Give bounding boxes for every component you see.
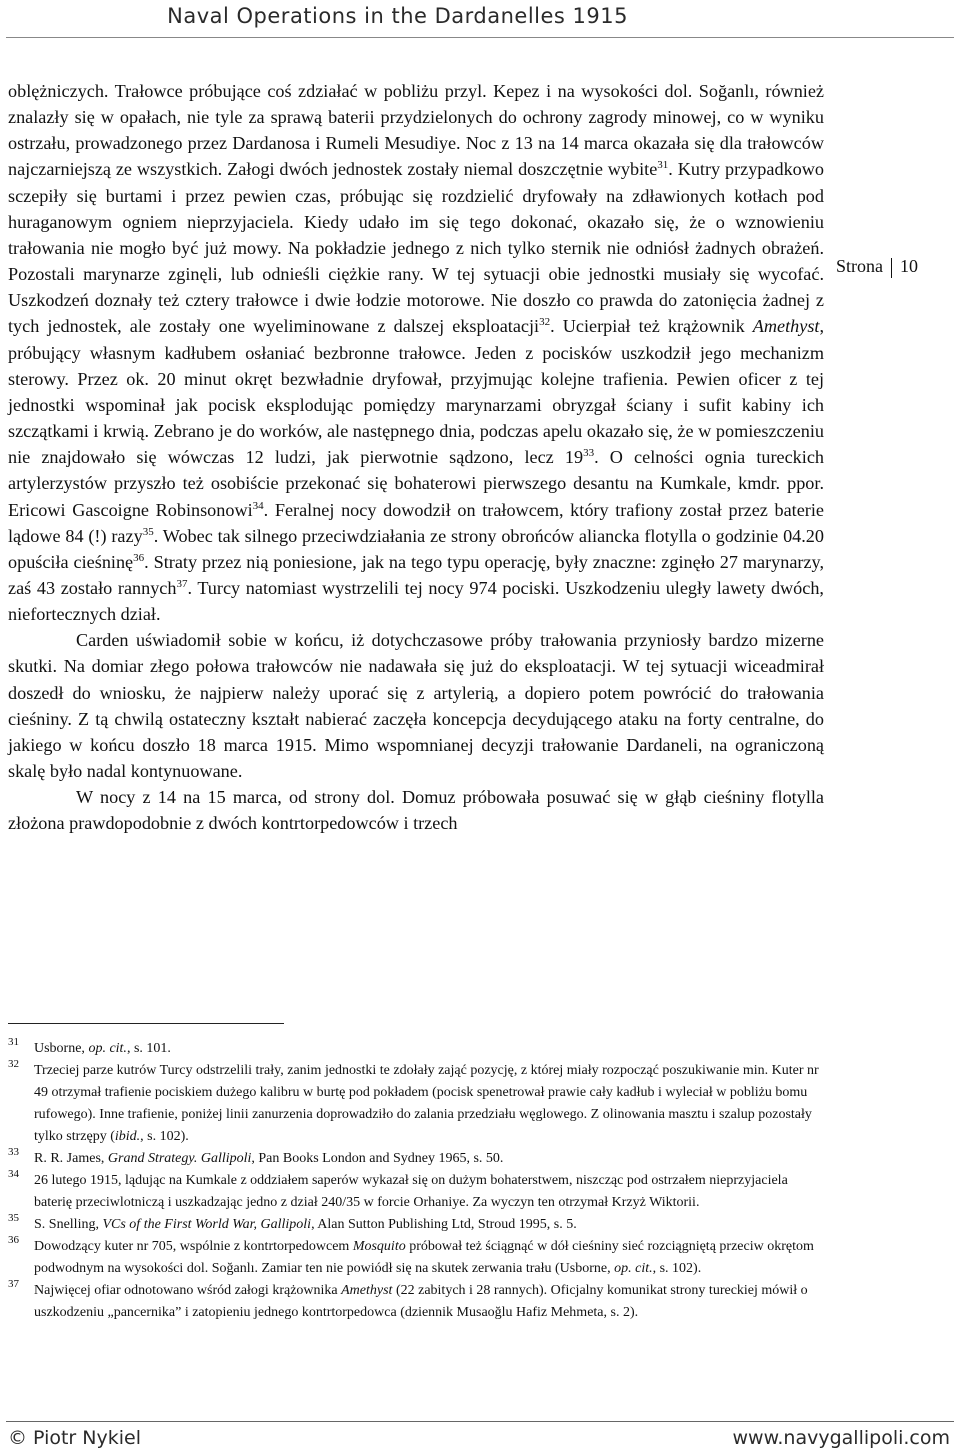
text-run: . Feralnej nocy dowodził on trałowcem, który trafiony został przez baterie lądowe 84 (!) razy (8, 499, 824, 546)
footnote-number: 36 (8, 1234, 19, 1246)
ship-name-amethyst: Amethyst (752, 316, 820, 337)
page-word: Strona (836, 256, 883, 276)
footnotes (8, 1038, 824, 1324)
footnote-number: 37 (8, 1278, 19, 1290)
text-run: . Straty przez nią poniesione, jak na tego typu operację, były znaczne: zginęło 27 marynarzy, zaś 43 zostało rannych (8, 551, 825, 598)
running-header-title: Naval Operations in the Dardanelles 1915 (167, 4, 628, 28)
footnote-text: , s. 101. (126, 1041, 171, 1056)
footnote-italic: ibid. (114, 1129, 141, 1144)
footnote-number: 34 (8, 1168, 19, 1180)
footnote-ref-31[interactable]: 31 (657, 159, 669, 172)
footnote-ref-37[interactable]: 37 (176, 577, 188, 590)
footnote-ref-34[interactable]: 34 (252, 499, 264, 512)
paragraph-3: W nocy z 14 na 15 marca, od strony dol. Domuz próbowała posuwać się w głąb cieśniny flotylla złożona prawdopodobnie z dwóch kontrtorpedowców i trzech (8, 787, 824, 834)
footnote-italic: VCs of the First World War, Gallipoli (102, 1217, 312, 1232)
footnote-number: 32 (8, 1058, 19, 1070)
footnote-36 (8, 1236, 824, 1280)
footnote-ref-32[interactable]: 32 (539, 316, 551, 329)
footnote-31 (8, 1038, 824, 1060)
footnote-text: 26 lutego 1915, lądując na Kumkale z oddziałem saperów wykazał się on dużym bohaterstwem, niszcząc pod ostrzałem nieprzyjaciela baterię przeciwlotniczą i uszkadzając jedno z dział 240/35 w forcie Orhaniye. Za wyczyn ten otrzymał Krzyż Wiktorii. (34, 1173, 788, 1210)
footnote-text: Usborne, (34, 1041, 89, 1056)
footnote-text: Najwięcej ofiar odnotowano wśród załogi krążownika (34, 1283, 342, 1298)
footnote-number: 33 (8, 1146, 19, 1158)
footnote-text: R. R. James, (34, 1151, 108, 1166)
page-number-separator (891, 258, 892, 278)
footnote-text: Trzeciej parze kutrów Turcy odstrzelili trały, zanim jednostki te zdołały zająć pozycję, z której miały rozpocząć poszukiwanie min. Kuter nr 49 otrzymał trafienie pociskiem dużego kalibru w burtę pod pokładem (pocisk spenetrował prawie cały kadłub i wyleciał w pobliżu bomu rufowego). Inne trafienie, poniżej linii zanurzenia doprowadziło do zalania przedziału węglowego. Z olinowania masztu i szalup pozostały tylko strzępy ( (34, 1063, 819, 1144)
text-run: oblężniczych. Trałowce próbujące coś zdziałać w pobliżu przyl. Kepez i na wysokości dol. Soğanlı, również znalazły się w opałach, nie tyle za sprawą baterii przydzielonych do ochrony zagrody minowej, co w wyniku ostrzału, prowadzonego przez Dardanosa i Rumeli Mesudiye. Noc z 13 na 14 marca okazała się dla trałowców najczarniejszą ze wszystkich. Załogi dwóch jednostek zostały niemal doszczętnie wybite (8, 81, 824, 180)
footer-author: © Piotr Nykiel (8, 1427, 141, 1449)
page-number: 10 (900, 256, 918, 276)
text-run: . Kutry przypadkowo sczepiły się burtami i przez pewien czas, próbując się rozdzielić dryfowały na zdławionych kotłach pod huraganowym ogniem nieprzyjaciela. Kiedy udało im się tego dokonać, okazało się, że o wznowieniu trałowania nie mogło być już mowy. Na pokładzie jednego z nich tylko sternik nie odniósł żadnych obrażeń. Pozostali marynarze zginęli, lub odnieśli ciężkie rany. W tej sytuacji obie jednostki musiały się wycofać. Uszkodzeń doznały też cztery trałowce i dwie łodzie motorowe. Nie doszło co prawda do zatonięcia żadnej z tych jednostek, ale zostały one wyeliminowane z dalszej eksploatacji (8, 159, 824, 337)
footnote-italic: Mosquito (352, 1239, 406, 1254)
footnote-italic: op. cit. (88, 1041, 127, 1056)
footnote-35 (8, 1214, 824, 1236)
footnote-ref-36[interactable]: 36 (133, 551, 145, 564)
footnote-text: próbował też ściągnąć w dół cieśniny sieć rozciągniętą przeciw okrętom podwodnym na wysokości dol. Soğanlı. Zamiar ten nie powiódł się na skutek zerwania trału (Usborne, (34, 1239, 814, 1276)
text-run: . O celności ognia tureckich artylerzystów przyszło też osobiście przekonać się bohaterowi pierwszego desantu na Kumkale, kmdr. ppor. Ericowi Gascoigne Robinsonowi (8, 447, 824, 520)
footnote-text: , Pan Books London and Sydney 1965, s. 50. (251, 1151, 504, 1166)
text-run: , próbujący własnym kadłubem osłaniać bezbronne trałowce. Jeden z pocisków uszkodził jego mechanizm sterowy. Przez ok. 20 minut okręt bezwładnie dryfował, przyjmując kolejne trafienia. Pewien oficer z tej jednostki wspominał jak pocisk eksplodując pomiędzy marynarzami obryzgał ściany i sufit kabiny ich szczątkami i krwią. Zebrano je do worków, ale następnego dnia, podczas apelu okazało się, że w pomieszczeniu nie znajdowało się wówczas 12 ludzi, jak pierwotnie sądzono, lecz 19 (8, 316, 825, 468)
footnote-33 (8, 1148, 824, 1170)
text-run: . Wobec tak silnego przeciwdziałania ze strony obrońców aliancka flotylla o godzinie 04.20 opuściła cieśninę (8, 525, 824, 572)
footnote-37 (8, 1280, 824, 1324)
footnote-text: S. Snelling, (34, 1217, 103, 1232)
footnote-34 (8, 1170, 824, 1214)
footnote-number: 35 (8, 1212, 19, 1224)
text-run: . Turcy natomiast wystrzelili tej nocy 974 pociski. Uszkodzeniu uległy lawety dwóch, niefortecznych dział. (8, 577, 824, 625)
paragraph-2: Carden uświadomił sobie w końcu, iż dotychczasowe próby trałowania przyniosły bardzo mizerne skutki. Na domiar złego połowa trałowców nie nadawała się już do eksploatacji. W tej sytuacji wiceadmirał doszedł do wniosku, że najpierw należy uporać się z artylerią, a dopiero potem powrócić do trałowania cieśniny. Z tą chwilą ostateczny kształt nabierać zaczęła koncepcja decydującego ataku na forty centralne, do jakiego w końcu doszło 18 marca 1915. Mimo wspomnianej decyzji trałowanie Dardaneli, na ograniczoną skalę było nadal kontynuowane. (8, 630, 824, 782)
footnote-number: 31 (8, 1036, 19, 1048)
footer-divider (6, 1421, 954, 1422)
paragraph-1 (8, 78, 824, 627)
footer-website-link[interactable]: www.navygallipoli.com (732, 1427, 950, 1449)
footnote-italic: op. cit. (614, 1261, 653, 1276)
text-run: . Ucierpiał też krążownik (550, 316, 753, 337)
footnote-ref-33[interactable]: 33 (583, 447, 595, 460)
footnote-text: , s. 102). (652, 1261, 702, 1276)
header-divider (6, 37, 954, 38)
footnote-text: Dowodzący kuter nr 705, wspólnie z kontrtorpedowcem (34, 1239, 353, 1254)
footnote-ref-35[interactable]: 35 (142, 525, 154, 538)
footnote-italic: Grand Strategy. Gallipoli (107, 1151, 252, 1166)
footnote-divider (8, 1023, 284, 1024)
body-text (8, 78, 824, 837)
footnote-32 (8, 1060, 824, 1148)
footnote-italic: Amethyst (341, 1283, 393, 1298)
footnote-text: (22 zabitych i 28 rannych). Oficjalny komunikat strony tureckiej mówił o uszkodzeniu „pancernika” i zatopieniu jednego kontrtorpedowca (dziennik Musaoğlu Hafiz Mehmeta, s. 2). (34, 1283, 808, 1320)
footnote-text: , Alan Sutton Publishing Ltd, Stroud 1995, s. 5. (311, 1217, 577, 1232)
page-number-label (836, 256, 918, 278)
footnote-text: , s. 102). (140, 1129, 189, 1144)
